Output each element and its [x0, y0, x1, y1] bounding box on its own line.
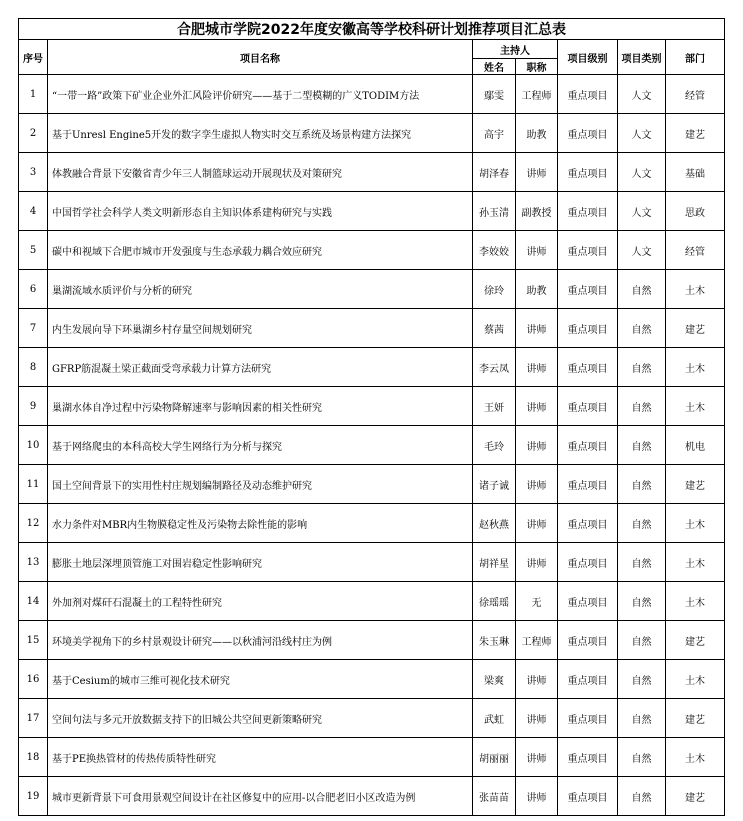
project-summary-table — [18, 18, 725, 816]
table-row — [19, 465, 725, 504]
host-title-cell: 无 — [516, 582, 558, 621]
table-row — [19, 348, 725, 387]
project-level-cell: 重点项目 — [558, 543, 618, 582]
project-level-cell: 重点项目 — [558, 660, 618, 699]
header-host-name: 姓名 — [473, 59, 516, 75]
project-category-cell: 自然 — [618, 309, 666, 348]
project-category-cell: 人文 — [618, 153, 666, 192]
host-name-cell: 诸子诚 — [473, 465, 516, 504]
host-title-cell: 讲师 — [516, 231, 558, 270]
project-name-cell: 巢湖流域水质评价与分析的研究 — [48, 270, 473, 309]
project-level-cell: 重点项目 — [558, 465, 618, 504]
row-index-cell: 3 — [19, 153, 48, 192]
project-level-cell: 重点项目 — [558, 231, 618, 270]
project-name-cell: 膨胀土地层深埋顶管施工对围岩稳定性影响研究 — [48, 543, 473, 582]
department-cell: 建艺 — [666, 309, 725, 348]
project-name-cell: 外加剂对煤矸石混凝土的工程特性研究 — [48, 582, 473, 621]
host-name-cell: 徐瑶瑶 — [473, 582, 516, 621]
host-name-cell: 孙玉清 — [473, 192, 516, 231]
host-title-cell: 讲师 — [516, 699, 558, 738]
table-row — [19, 738, 725, 777]
host-name-cell: 李姣姣 — [473, 231, 516, 270]
row-index-cell: 2 — [19, 114, 48, 153]
row-index-cell: 17 — [19, 699, 48, 738]
row-index-cell: 7 — [19, 309, 48, 348]
host-title-cell: 讲师 — [516, 465, 558, 504]
project-name-cell: 城市更新背景下可食用景观空间设计在社区修复中的应用-以合肥老旧小区改造为例 — [48, 777, 473, 816]
project-level-cell: 重点项目 — [558, 348, 618, 387]
table-row — [19, 699, 725, 738]
project-category-cell: 自然 — [618, 543, 666, 582]
department-cell: 土木 — [666, 582, 725, 621]
table-row — [19, 153, 725, 192]
department-cell: 建艺 — [666, 621, 725, 660]
host-title-cell: 讲师 — [516, 348, 558, 387]
header-host: 主持人 — [473, 40, 558, 59]
project-name-cell: 空间句法与多元开放数据支持下的旧城公共空间更新策略研究 — [48, 699, 473, 738]
project-name-cell: 国土空间背景下的实用性村庄规划编制路径及动态维护研究 — [48, 465, 473, 504]
table-row — [19, 387, 725, 426]
row-index-cell: 11 — [19, 465, 48, 504]
host-title-cell: 工程师 — [516, 621, 558, 660]
host-title-cell: 讲师 — [516, 309, 558, 348]
project-category-cell: 自然 — [618, 465, 666, 504]
project-name-cell: “一带一路”政策下矿业企业外汇风险评价研究——基于二型模糊的广义TODIM方法 — [48, 75, 473, 114]
project-name-cell: 内生发展向导下环巢湖乡村存量空间规划研究 — [48, 309, 473, 348]
project-name-cell: 巢湖水体自净过程中污染物降解速率与影响因素的相关性研究 — [48, 387, 473, 426]
host-title-cell: 讲师 — [516, 153, 558, 192]
host-title-cell: 讲师 — [516, 504, 558, 543]
project-name-cell: 基于PE换热管材的传热传质特性研究 — [48, 738, 473, 777]
row-index-cell: 19 — [19, 777, 48, 816]
host-title-cell: 讲师 — [516, 777, 558, 816]
header-department: 部门 — [666, 40, 725, 75]
project-level-cell: 重点项目 — [558, 309, 618, 348]
table-title: 合肥城市学院2022年度安徽高等学校科研计划推荐项目汇总表 — [19, 19, 725, 40]
table-body — [19, 75, 725, 816]
project-level-cell: 重点项目 — [558, 777, 618, 816]
project-level-cell: 重点项目 — [558, 582, 618, 621]
host-title-cell: 副教授 — [516, 192, 558, 231]
project-level-cell: 重点项目 — [558, 699, 618, 738]
table-row — [19, 426, 725, 465]
department-cell: 建艺 — [666, 465, 725, 504]
department-cell: 建艺 — [666, 114, 725, 153]
project-category-cell: 人文 — [618, 192, 666, 231]
project-category-cell: 自然 — [618, 777, 666, 816]
department-cell: 建艺 — [666, 777, 725, 816]
host-title-cell: 助教 — [516, 114, 558, 153]
host-name-cell: 赵秋燕 — [473, 504, 516, 543]
header-project-name: 项目名称 — [48, 40, 473, 75]
header-project-level: 项目级别 — [558, 40, 618, 75]
table-row — [19, 231, 725, 270]
table-row — [19, 504, 725, 543]
table-row — [19, 777, 725, 816]
department-cell: 土木 — [666, 270, 725, 309]
host-name-cell: 武虹 — [473, 699, 516, 738]
row-index-cell: 12 — [19, 504, 48, 543]
host-title-cell: 讲师 — [516, 387, 558, 426]
host-name-cell: 徐玲 — [473, 270, 516, 309]
project-level-cell: 重点项目 — [558, 114, 618, 153]
table-row — [19, 192, 725, 231]
host-title-cell: 讲师 — [516, 543, 558, 582]
project-category-cell: 自然 — [618, 582, 666, 621]
department-cell: 基础 — [666, 153, 725, 192]
project-level-cell: 重点项目 — [558, 153, 618, 192]
project-category-cell: 自然 — [618, 387, 666, 426]
department-cell: 经管 — [666, 231, 725, 270]
table-row — [19, 621, 725, 660]
row-index-cell: 18 — [19, 738, 48, 777]
project-category-cell: 自然 — [618, 660, 666, 699]
project-name-cell: 水力条件对MBR内生物膜稳定性及污染物去除性能的影响 — [48, 504, 473, 543]
table-row — [19, 309, 725, 348]
department-cell: 建艺 — [666, 699, 725, 738]
host-title-cell: 讲师 — [516, 738, 558, 777]
host-name-cell: 朱玉琳 — [473, 621, 516, 660]
project-name-cell: 基于Unresl Engine5开发的数字孪生虚拟人物实时交互系统及场景构建方法探究 — [48, 114, 473, 153]
project-category-cell: 自然 — [618, 270, 666, 309]
department-cell: 土木 — [666, 348, 725, 387]
host-name-cell: 鄢雯 — [473, 75, 516, 114]
project-level-cell: 重点项目 — [558, 426, 618, 465]
header-project-category: 项目类别 — [618, 40, 666, 75]
row-index-cell: 4 — [19, 192, 48, 231]
project-level-cell: 重点项目 — [558, 738, 618, 777]
department-cell: 经管 — [666, 75, 725, 114]
project-category-cell: 自然 — [618, 621, 666, 660]
department-cell: 土木 — [666, 660, 725, 699]
project-name-cell: GFRP筋混凝土梁正截面受弯承载力计算方法研究 — [48, 348, 473, 387]
project-name-cell: 基于网络爬虫的本科高校大学生网络行为分析与探究 — [48, 426, 473, 465]
project-level-cell: 重点项目 — [558, 270, 618, 309]
table-row — [19, 75, 725, 114]
department-cell: 土木 — [666, 738, 725, 777]
project-level-cell: 重点项目 — [558, 504, 618, 543]
host-name-cell: 高宇 — [473, 114, 516, 153]
project-name-cell: 中国哲学社会科学人类文明新形态自主知识体系建构研究与实践 — [48, 192, 473, 231]
project-category-cell: 人文 — [618, 75, 666, 114]
host-name-cell: 胡泽春 — [473, 153, 516, 192]
table-row — [19, 270, 725, 309]
project-category-cell: 自然 — [618, 738, 666, 777]
department-cell: 土木 — [666, 387, 725, 426]
table-row — [19, 660, 725, 699]
row-index-cell: 10 — [19, 426, 48, 465]
host-name-cell: 胡祥星 — [473, 543, 516, 582]
row-index-cell: 15 — [19, 621, 48, 660]
row-index-cell: 5 — [19, 231, 48, 270]
host-name-cell: 张苗苗 — [473, 777, 516, 816]
host-title-cell: 讲师 — [516, 660, 558, 699]
host-name-cell: 梁爽 — [473, 660, 516, 699]
project-name-cell: 碳中和视域下合肥市城市开发强度与生态承载力耦合效应研究 — [48, 231, 473, 270]
project-level-cell: 重点项目 — [558, 387, 618, 426]
project-name-cell: 基于Cesium的城市三维可视化技术研究 — [48, 660, 473, 699]
project-category-cell: 自然 — [618, 699, 666, 738]
host-title-cell: 助教 — [516, 270, 558, 309]
project-name-cell: 体教融合背景下安徽省青少年三人制篮球运动开展现状及对策研究 — [48, 153, 473, 192]
project-category-cell: 自然 — [618, 348, 666, 387]
project-level-cell: 重点项目 — [558, 621, 618, 660]
project-category-cell: 人文 — [618, 231, 666, 270]
project-category-cell: 人文 — [618, 114, 666, 153]
header-host-title: 职称 — [516, 59, 558, 75]
row-index-cell: 14 — [19, 582, 48, 621]
row-index-cell: 16 — [19, 660, 48, 699]
department-cell: 思政 — [666, 192, 725, 231]
project-level-cell: 重点项目 — [558, 192, 618, 231]
department-cell: 土木 — [666, 504, 725, 543]
department-cell: 机电 — [666, 426, 725, 465]
department-cell: 土木 — [666, 543, 725, 582]
host-name-cell: 胡丽丽 — [473, 738, 516, 777]
row-index-cell: 6 — [19, 270, 48, 309]
host-title-cell: 工程师 — [516, 75, 558, 114]
row-index-cell: 13 — [19, 543, 48, 582]
header-index: 序号 — [19, 40, 48, 75]
host-name-cell: 李云凤 — [473, 348, 516, 387]
project-category-cell: 自然 — [618, 504, 666, 543]
host-name-cell: 毛玲 — [473, 426, 516, 465]
table-row — [19, 114, 725, 153]
host-name-cell: 王妍 — [473, 387, 516, 426]
row-index-cell: 9 — [19, 387, 48, 426]
project-level-cell: 重点项目 — [558, 75, 618, 114]
table-row — [19, 582, 725, 621]
project-name-cell: 环境美学视角下的乡村景观设计研究——以秋浦河沿线村庄为例 — [48, 621, 473, 660]
table-row — [19, 543, 725, 582]
host-name-cell: 蔡茜 — [473, 309, 516, 348]
project-category-cell: 自然 — [618, 426, 666, 465]
row-index-cell: 8 — [19, 348, 48, 387]
row-index-cell: 1 — [19, 75, 48, 114]
host-title-cell: 讲师 — [516, 426, 558, 465]
